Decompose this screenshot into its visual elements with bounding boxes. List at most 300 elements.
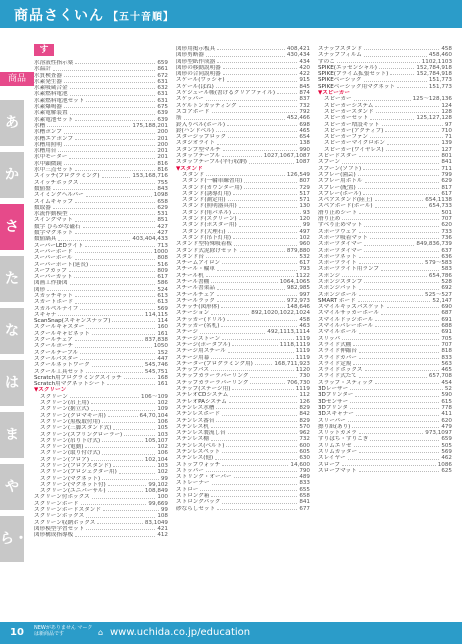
dot-leader	[75, 230, 155, 234]
dot-leader	[342, 336, 439, 340]
entry-page: 517	[299, 190, 310, 197]
entry-page: 755	[157, 179, 168, 186]
dot-leader	[244, 185, 297, 189]
entry-page: 636	[441, 253, 452, 260]
entry-page: 102,104	[144, 456, 168, 463]
dot-leader	[80, 356, 155, 360]
dot-leader	[359, 285, 440, 289]
entry-name: スイムキャップ	[34, 198, 74, 205]
entry-name: スマイルボール	[318, 329, 357, 336]
entry-name: 筋	[176, 115, 182, 122]
entry-name: スクールキャスター	[34, 324, 85, 331]
entry-page: 915	[299, 77, 310, 84]
entry-page: 874	[299, 90, 310, 97]
dot-leader	[379, 65, 414, 69]
entry-name: スーパーポート(延長)	[34, 261, 89, 268]
entry-name: スリムエリゼ	[318, 442, 352, 449]
dot-leader	[222, 260, 297, 264]
dot-leader	[370, 235, 439, 239]
entry-page: 99	[160, 507, 168, 514]
entry-name: スペアボード(ボール)	[318, 203, 373, 210]
entry-name: ステージ(ポータブル)	[176, 341, 231, 348]
dot-leader	[233, 191, 297, 195]
entry-name: スナップフィルム	[318, 52, 362, 59]
dot-leader	[387, 140, 439, 144]
entry-name: スケジュール帳(書けるクリアファイル)	[176, 90, 276, 97]
dot-leader	[70, 110, 156, 114]
dot-leader	[85, 243, 155, 247]
dot-leader	[385, 128, 439, 132]
dot-leader	[228, 229, 298, 233]
entry-page: 600	[299, 442, 310, 449]
entry-name: スプレー(配置)	[318, 184, 356, 191]
entry-page: 102	[157, 469, 168, 476]
group-heading-text: ▼スピーカー	[318, 90, 350, 97]
entry-name: スピーカー(アクティブ)	[324, 127, 384, 134]
entry-name: 図画工作掛図	[34, 280, 68, 287]
entry-name: スイングマット	[34, 217, 73, 224]
entry-name: ストップウォッチ	[176, 461, 221, 468]
entry-name: スタンド(ポスター用)	[182, 222, 237, 229]
dot-leader	[53, 66, 156, 70]
entry-page: 617	[157, 274, 168, 281]
index-entry	[34, 532, 168, 538]
entry-page: 842	[299, 411, 310, 418]
dot-leader	[234, 241, 297, 245]
entry-page: 524	[157, 286, 168, 293]
kana-tab-4[interactable]: な	[0, 308, 24, 354]
entry-name: スプレー(ボール)	[318, 190, 362, 197]
entry-name: ステージストーン	[176, 335, 221, 342]
entry-name: 滑り止めシート	[318, 209, 358, 216]
entry-name: 図形	[34, 286, 46, 293]
entry-name: スーパーボード	[34, 248, 73, 255]
footer-url[interactable]: www.uchida.co.jp/education	[110, 627, 251, 638]
entry-page: 1119	[295, 335, 310, 342]
dot-leader	[107, 381, 155, 385]
dot-leader	[365, 178, 440, 182]
entry-page: 148,646	[286, 304, 310, 311]
entry-name: SMART ボード	[318, 297, 356, 304]
entry-page: 411	[441, 411, 452, 418]
entry-page: 710	[441, 127, 452, 134]
dot-leader	[359, 210, 439, 214]
kana-tab-6[interactable]: ま	[0, 412, 24, 458]
entry-page: 1087	[295, 159, 310, 166]
kana-index-tabs	[0, 100, 28, 593]
entry-page: 501	[441, 209, 452, 216]
entry-page: 130	[299, 203, 310, 210]
dot-leader	[229, 399, 298, 403]
dot-leader	[227, 317, 297, 321]
dot-leader	[80, 306, 155, 310]
entry-name: スタンド(測定用)	[182, 197, 226, 204]
entry-page: 613	[157, 292, 168, 299]
index-column-3	[318, 46, 452, 474]
entry-page: 151,773	[428, 83, 452, 90]
entry-page: 972,973	[286, 297, 310, 304]
entry-name: ステッカー(ドリル)	[176, 316, 226, 323]
dot-leader	[81, 501, 147, 505]
entry-name: スマイルバレーボール	[318, 323, 374, 330]
dot-leader	[75, 117, 155, 121]
entry-name: スポンジスタンプ	[318, 278, 363, 285]
dot-leader	[359, 355, 439, 359]
entry-page: 430,434	[286, 52, 310, 59]
dot-leader	[228, 348, 294, 352]
entry-name: ステレオCDシステム	[176, 392, 229, 399]
entry-page: 997	[299, 291, 310, 298]
dot-leader	[80, 350, 155, 354]
dot-leader	[75, 136, 155, 140]
dot-leader	[359, 348, 439, 352]
entry-name: スピーカー	[324, 96, 352, 103]
dot-leader	[342, 159, 439, 163]
entry-name: スライド式たて	[318, 373, 357, 380]
dot-leader	[359, 449, 439, 453]
entry-page: 657,708	[428, 373, 452, 380]
entry-name: スクリーン(吊上用)	[40, 400, 90, 407]
dot-leader	[216, 405, 297, 409]
entry-page: 152,784,918	[416, 71, 452, 78]
entry-page: 733	[441, 228, 452, 235]
entry-name: スクールテーブル	[34, 349, 79, 356]
dot-leader	[206, 172, 284, 176]
dot-leader	[102, 419, 155, 423]
dot-leader	[53, 205, 156, 209]
entry-page: 620	[441, 222, 452, 229]
dot-leader	[359, 430, 424, 434]
entry-page: 108,849	[144, 488, 168, 495]
entry-name: スタンド(スクリーン)	[182, 216, 237, 223]
dot-leader	[112, 318, 155, 322]
dot-leader	[222, 153, 261, 157]
dot-leader	[353, 342, 439, 346]
entry-page: 452,466	[286, 115, 310, 122]
entry-page: 1119	[295, 386, 310, 393]
dot-leader	[91, 406, 155, 410]
entry-name: スタンド	[182, 171, 205, 178]
entry-name: スクールネットワーク	[34, 362, 90, 369]
entry-name: 水素燃料電池セット	[34, 97, 85, 104]
entry-name: スプーン	[318, 159, 341, 166]
entry-page: 14,600	[290, 461, 310, 468]
dot-leader	[222, 411, 297, 415]
entry-name: ストリング・オーバー	[176, 474, 232, 481]
entry-name: スピードスター	[318, 153, 357, 160]
index-entry	[318, 468, 452, 474]
entry-page: 630	[299, 455, 310, 462]
entry-page: 102	[299, 234, 310, 241]
entry-page: 841	[441, 159, 452, 166]
entry-page: 71	[444, 134, 452, 141]
entry-name: スプレー(園芸)	[318, 171, 356, 178]
entry-page: 125〜128,136	[412, 96, 452, 103]
entry-page: 103	[157, 463, 168, 469]
entry-name: スクリーンボックス	[34, 513, 85, 520]
entry-name: スチール・輪車	[176, 266, 215, 273]
entry-name: スクリーンボード	[34, 500, 79, 507]
entry-page: 454	[441, 379, 452, 386]
dot-leader	[64, 161, 155, 165]
entry-page: 545,746	[144, 362, 168, 369]
dot-leader	[206, 273, 294, 277]
kana-tab-3[interactable]: た	[0, 256, 24, 302]
entry-page: 658	[157, 198, 168, 205]
dot-leader	[239, 216, 298, 220]
entry-page: 139	[441, 140, 452, 147]
dot-leader	[113, 425, 155, 429]
entry-name: 水槽用照明	[34, 141, 62, 148]
dot-leader	[64, 129, 155, 133]
dot-leader	[184, 115, 285, 119]
entry-page: 1064,1065	[279, 278, 310, 285]
dot-leader	[365, 367, 440, 371]
entry-name: 3Dセンサー	[318, 398, 349, 405]
entry-page: 99,669	[148, 500, 168, 507]
entry-name: スマイルキッズバスケット	[318, 304, 385, 311]
dot-leader	[75, 255, 156, 259]
entry-name: スクリーン(据立式)	[40, 406, 90, 413]
entry-name: スーパーカット	[34, 274, 73, 281]
dot-leader	[119, 469, 156, 473]
dot-leader	[232, 342, 277, 346]
entry-page: 960	[299, 241, 310, 248]
entry-page: 106	[157, 418, 168, 425]
entry-name: スイッチボックス	[34, 179, 79, 186]
kana-tab-7[interactable]: や	[0, 464, 24, 510]
entry-name: 水槽	[34, 122, 46, 129]
entry-page: 465	[441, 367, 452, 374]
entry-name: SPIKEベーシック用マグネット	[318, 83, 396, 90]
kana-tab-5[interactable]: は	[0, 360, 24, 406]
entry-page: 808	[157, 255, 168, 262]
entry-name: スピーカー(ワイヤレス)	[324, 146, 384, 153]
entry-page: 516	[157, 261, 168, 268]
entry-name: スクリーン(フロア)	[40, 456, 90, 463]
entry-name: すりばち・すりこぎ	[318, 436, 369, 443]
dot-leader	[53, 186, 156, 190]
entry-name: 水中三点セット	[34, 167, 74, 174]
entry-page: 168,711,923	[274, 360, 310, 367]
dot-leader	[75, 217, 156, 221]
entry-name: 水素燃料電池	[34, 91, 68, 98]
entry-page: 124	[441, 102, 452, 109]
entry-page: 692	[441, 285, 452, 292]
entry-name: スケール(ばね)	[176, 83, 214, 90]
entry-name: 3Dレーザー	[318, 386, 349, 393]
entry-name: ステンレス机	[176, 423, 209, 430]
index-entry	[176, 506, 310, 512]
dot-leader	[91, 457, 143, 461]
dot-leader	[358, 172, 440, 176]
dot-leader	[86, 98, 155, 102]
entry-name: スピーカースタンド	[324, 108, 374, 115]
entry-page: 447	[157, 355, 168, 362]
entry-name: スタンド(吊下灯用)	[182, 234, 232, 241]
entry-name: ストロー	[176, 486, 199, 493]
entry-page: 106〜109	[141, 393, 168, 400]
entry-page: 531	[157, 211, 168, 218]
entry-name: スコアボード	[176, 108, 210, 115]
entry-page: 658	[299, 493, 310, 500]
dot-leader	[124, 375, 155, 379]
entry-name: 水素爆鳴器	[34, 104, 62, 111]
dot-leader	[221, 304, 284, 308]
kana-tab-2[interactable]: さ	[0, 204, 24, 250]
entry-page: 152,784,918	[416, 64, 452, 71]
dot-leader	[217, 140, 297, 144]
entry-name: ストレーナー	[176, 480, 210, 487]
entry-page: 841	[299, 499, 310, 506]
kana-tab-1[interactable]: か	[0, 152, 24, 198]
entry-name: スプーン(ソフト)	[318, 165, 362, 172]
entry-name: スポンジ	[318, 272, 341, 279]
entry-name: 水槽ポンプ	[34, 129, 62, 136]
entry-name: 数取器	[34, 204, 51, 211]
entry-page: 105	[157, 425, 168, 432]
entry-page: 505	[441, 442, 452, 449]
entry-name: ステッカー(名札)	[176, 323, 220, 330]
entry-page: 817	[441, 184, 452, 191]
dot-leader	[86, 369, 143, 373]
entry-page: 829	[299, 417, 310, 424]
dot-leader	[75, 299, 155, 303]
kana-tab-0[interactable]: あ	[0, 100, 24, 146]
entry-page: 528	[441, 278, 452, 285]
entry-page: 807	[299, 178, 310, 185]
entry-name: 数値縞具	[34, 236, 57, 243]
entry-name: スポーツウェア	[318, 228, 357, 235]
dot-leader	[359, 468, 440, 472]
entry-name: スタンド(カウンター用)	[182, 184, 243, 191]
entry-page: 632	[157, 85, 168, 92]
dot-leader	[216, 128, 297, 132]
entry-name: スピーカー増設キット	[324, 121, 380, 128]
dot-leader	[102, 438, 143, 442]
entry-page: 654,786	[428, 272, 452, 279]
entry-page: 153,168,716	[132, 173, 168, 180]
dot-leader	[375, 380, 439, 384]
entry-page: 102	[157, 400, 168, 407]
entry-name: ステンレス製流し台	[176, 430, 226, 437]
entry-name: ステンレス棚	[176, 436, 209, 443]
entry-name: スクリーンボードスタンド	[34, 507, 101, 514]
entry-page: 422	[299, 71, 310, 78]
entry-name: ステージ用幕	[176, 354, 210, 361]
entry-page: 492,1113,1114	[267, 329, 310, 336]
dot-leader	[200, 329, 265, 333]
dot-leader	[228, 134, 297, 138]
dot-leader	[364, 241, 414, 245]
entry-page: 1098	[153, 192, 168, 199]
entry-name: 滑り止め	[318, 216, 341, 223]
footer-note: NEWがありません マークは新商品です	[34, 625, 93, 637]
entry-page: 112	[299, 392, 310, 399]
entry-name: スクールキャビネット	[34, 330, 90, 337]
dot-leader	[86, 324, 155, 328]
dot-leader	[64, 104, 155, 108]
dot-leader	[387, 304, 440, 308]
entry-name: スタンド型特殊吸着板	[176, 241, 232, 248]
entry-page: 1118,1119	[279, 341, 310, 348]
entry-name: 3Dスキャナー	[318, 411, 354, 418]
dot-leader	[92, 331, 155, 335]
entry-name: スカルペルナイフ	[34, 305, 79, 312]
entry-page: 1102,1103	[421, 58, 452, 65]
entry-page: 1000	[153, 248, 168, 255]
dot-leader	[228, 430, 298, 434]
dot-leader	[386, 147, 440, 151]
entry-page: 463	[299, 323, 310, 330]
dot-leader	[75, 343, 152, 347]
dot-leader	[352, 424, 439, 428]
entry-page: 103	[157, 431, 168, 438]
dot-leader	[211, 493, 297, 497]
dot-leader	[364, 279, 439, 283]
entry-page: 152	[157, 349, 168, 356]
dot-leader	[70, 394, 139, 398]
entry-page: 161	[157, 381, 168, 388]
entry-page: 843	[157, 185, 168, 192]
dot-leader	[358, 185, 440, 189]
dot-leader	[211, 310, 249, 314]
entry-page: 200	[157, 141, 168, 148]
entry-name: スリーパー	[318, 417, 346, 424]
entry-name: 水質検査器	[34, 72, 62, 79]
entry-page: 99,102	[148, 481, 168, 488]
kana-tab-8[interactable]: ら・わ	[0, 516, 24, 562]
entry-name: 水中顕微鏡	[34, 160, 62, 167]
dot-leader	[233, 235, 297, 239]
entry-name: スチール机	[176, 272, 204, 279]
entry-page: 97	[444, 121, 452, 128]
entry-page: 631	[157, 78, 168, 85]
dot-leader	[90, 262, 155, 266]
dot-leader	[80, 180, 155, 184]
entry-page: 617	[299, 260, 310, 267]
entry-name: スクリーン(クロマキー用)	[40, 412, 106, 419]
entry-name: スクリーン(三脚スタンド式)	[40, 425, 112, 432]
entry-page: 105,107	[144, 437, 168, 444]
entry-page: 655	[299, 486, 310, 493]
dot-leader	[217, 298, 285, 302]
dot-leader	[364, 46, 439, 50]
entry-name: スマイルドッジボール	[318, 316, 374, 323]
page-footer	[0, 622, 462, 644]
entry-name: スライド式棚	[318, 341, 352, 348]
entry-name: スカートボード	[34, 299, 74, 306]
dot-leader	[359, 153, 439, 157]
dot-leader	[64, 79, 155, 83]
dot-leader	[64, 73, 155, 77]
entry-name: 図形模型学習セット	[34, 525, 85, 532]
entry-name: スクリーン付ボックス	[34, 494, 90, 501]
entry-page: 801	[441, 153, 452, 160]
entry-page: 729	[299, 184, 310, 191]
entry-name: スケルトンカッティング	[176, 102, 237, 109]
entry-page: 102	[157, 444, 168, 451]
entry-page: 64,70,104	[139, 412, 168, 419]
entry-name: スポンジバット	[318, 285, 357, 292]
entry-page: 962	[299, 430, 310, 437]
entry-name: スポーツライト用ランプ	[318, 266, 380, 273]
dot-leader	[222, 499, 297, 503]
dot-leader	[69, 154, 155, 158]
entry-page: 127	[441, 146, 452, 153]
dot-leader	[342, 216, 439, 220]
dot-leader	[215, 455, 297, 459]
